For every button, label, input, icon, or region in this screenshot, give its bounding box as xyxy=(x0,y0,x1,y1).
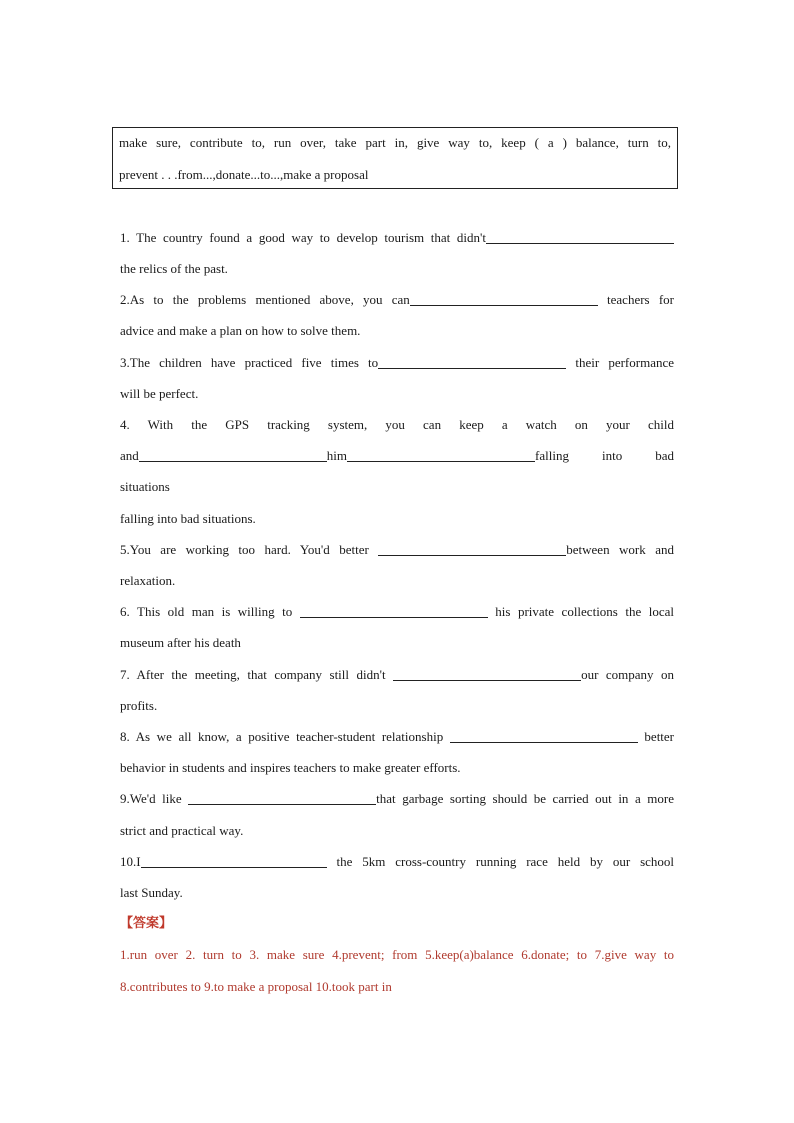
question-1 xyxy=(120,228,674,248)
question-9-text-after: that garbage sorting should be carried out in a more xyxy=(376,791,674,806)
question-4-continuation: situations xyxy=(120,479,170,494)
question-4-text-mid: him xyxy=(326,448,348,463)
phrase-bank-line-1: make sure, contribute to, run over, take part in, give way to, keep ( a ) balance, turn to, xyxy=(119,135,671,150)
question-9-text: 9.We'd like xyxy=(120,791,182,806)
question-6-text: 6. This old man is willing to xyxy=(120,604,293,619)
question-8 xyxy=(120,727,674,747)
answer-blank[interactable] xyxy=(486,229,674,244)
phrase-bank-line-2: prevent . . .from...,donate...to...,make a proposal xyxy=(119,167,369,182)
question-8-continuation: behavior in students and inspires teachers to make greater efforts. xyxy=(120,760,461,775)
phrase-bank-box xyxy=(112,127,678,189)
answer-blank[interactable] xyxy=(300,603,488,618)
question-7-text: 7. After the meeting, that company still didn't xyxy=(120,667,386,682)
question-10-text: 10.I xyxy=(120,854,141,869)
question-2-text-after: teachers for xyxy=(607,292,674,307)
question-4-continuation-2: falling into bad situations. xyxy=(120,511,256,526)
answer-blank[interactable] xyxy=(188,790,376,805)
answer-blank[interactable] xyxy=(393,666,581,681)
question-10 xyxy=(120,852,674,872)
question-2-continuation: advice and make a plan on how to solve them. xyxy=(120,323,361,338)
question-7 xyxy=(120,665,674,685)
question-4: 4. With the GPS tracking system, you can keep a watch on your child xyxy=(120,417,674,432)
question-8-text: 8. As we all know, a positive teacher-student relationship xyxy=(120,729,444,744)
question-7-text-after: our company on xyxy=(581,667,675,682)
answer-heading: 【答案】 xyxy=(120,916,173,931)
answer-blank[interactable] xyxy=(450,728,638,743)
answer-blank[interactable] xyxy=(410,291,598,306)
question-5-text-after: between work and xyxy=(566,542,674,557)
question-4-text-after: falling into bad xyxy=(535,448,674,463)
answer-blank[interactable] xyxy=(378,354,566,369)
answer-key-line-1: 1.run over 2. turn to 3. make sure 4.prevent; from 5.keep(a)balance 6.donate; to 7.give way to xyxy=(120,947,674,962)
question-9 xyxy=(120,789,674,809)
question-2-text: 2.As to the problems mentioned above, you can xyxy=(120,292,410,307)
question-10-text-after: the 5km cross-country running race held by our school xyxy=(336,854,675,869)
answer-blank[interactable] xyxy=(139,447,327,462)
question-5-text: 5.You are working too hard. You'd better xyxy=(120,542,369,557)
answer-blank[interactable] xyxy=(378,541,566,556)
question-3-text: 3.The children have practiced five times to xyxy=(120,355,379,370)
question-3 xyxy=(120,353,674,373)
answer-key-line-2: 8.contributes to 9.to make a proposal 10.took part in xyxy=(120,979,392,994)
question-1-continuation: the relics of the past. xyxy=(120,261,228,276)
question-6-continuation: museum after his death xyxy=(120,635,241,650)
question-4-blanks-line xyxy=(120,446,674,466)
question-6 xyxy=(120,602,674,622)
question-6-text-after: his private collections the local xyxy=(495,604,675,619)
question-4-text: and xyxy=(120,448,139,463)
question-9-continuation: strict and practical way. xyxy=(120,823,244,838)
answer-blank[interactable] xyxy=(347,447,535,462)
question-3-text-after: their performance xyxy=(575,355,675,370)
question-10-continuation: last Sunday. xyxy=(120,885,183,900)
question-5 xyxy=(120,540,674,560)
question-5-continuation: relaxation. xyxy=(120,573,176,588)
question-1-text: 1. The country found a good way to develop tourism that didn't xyxy=(120,230,486,245)
question-2 xyxy=(120,290,674,310)
question-7-continuation: profits. xyxy=(120,698,158,713)
answer-blank[interactable] xyxy=(141,853,327,868)
question-8-text-after: better xyxy=(644,729,675,744)
question-3-continuation: will be perfect. xyxy=(120,386,199,401)
